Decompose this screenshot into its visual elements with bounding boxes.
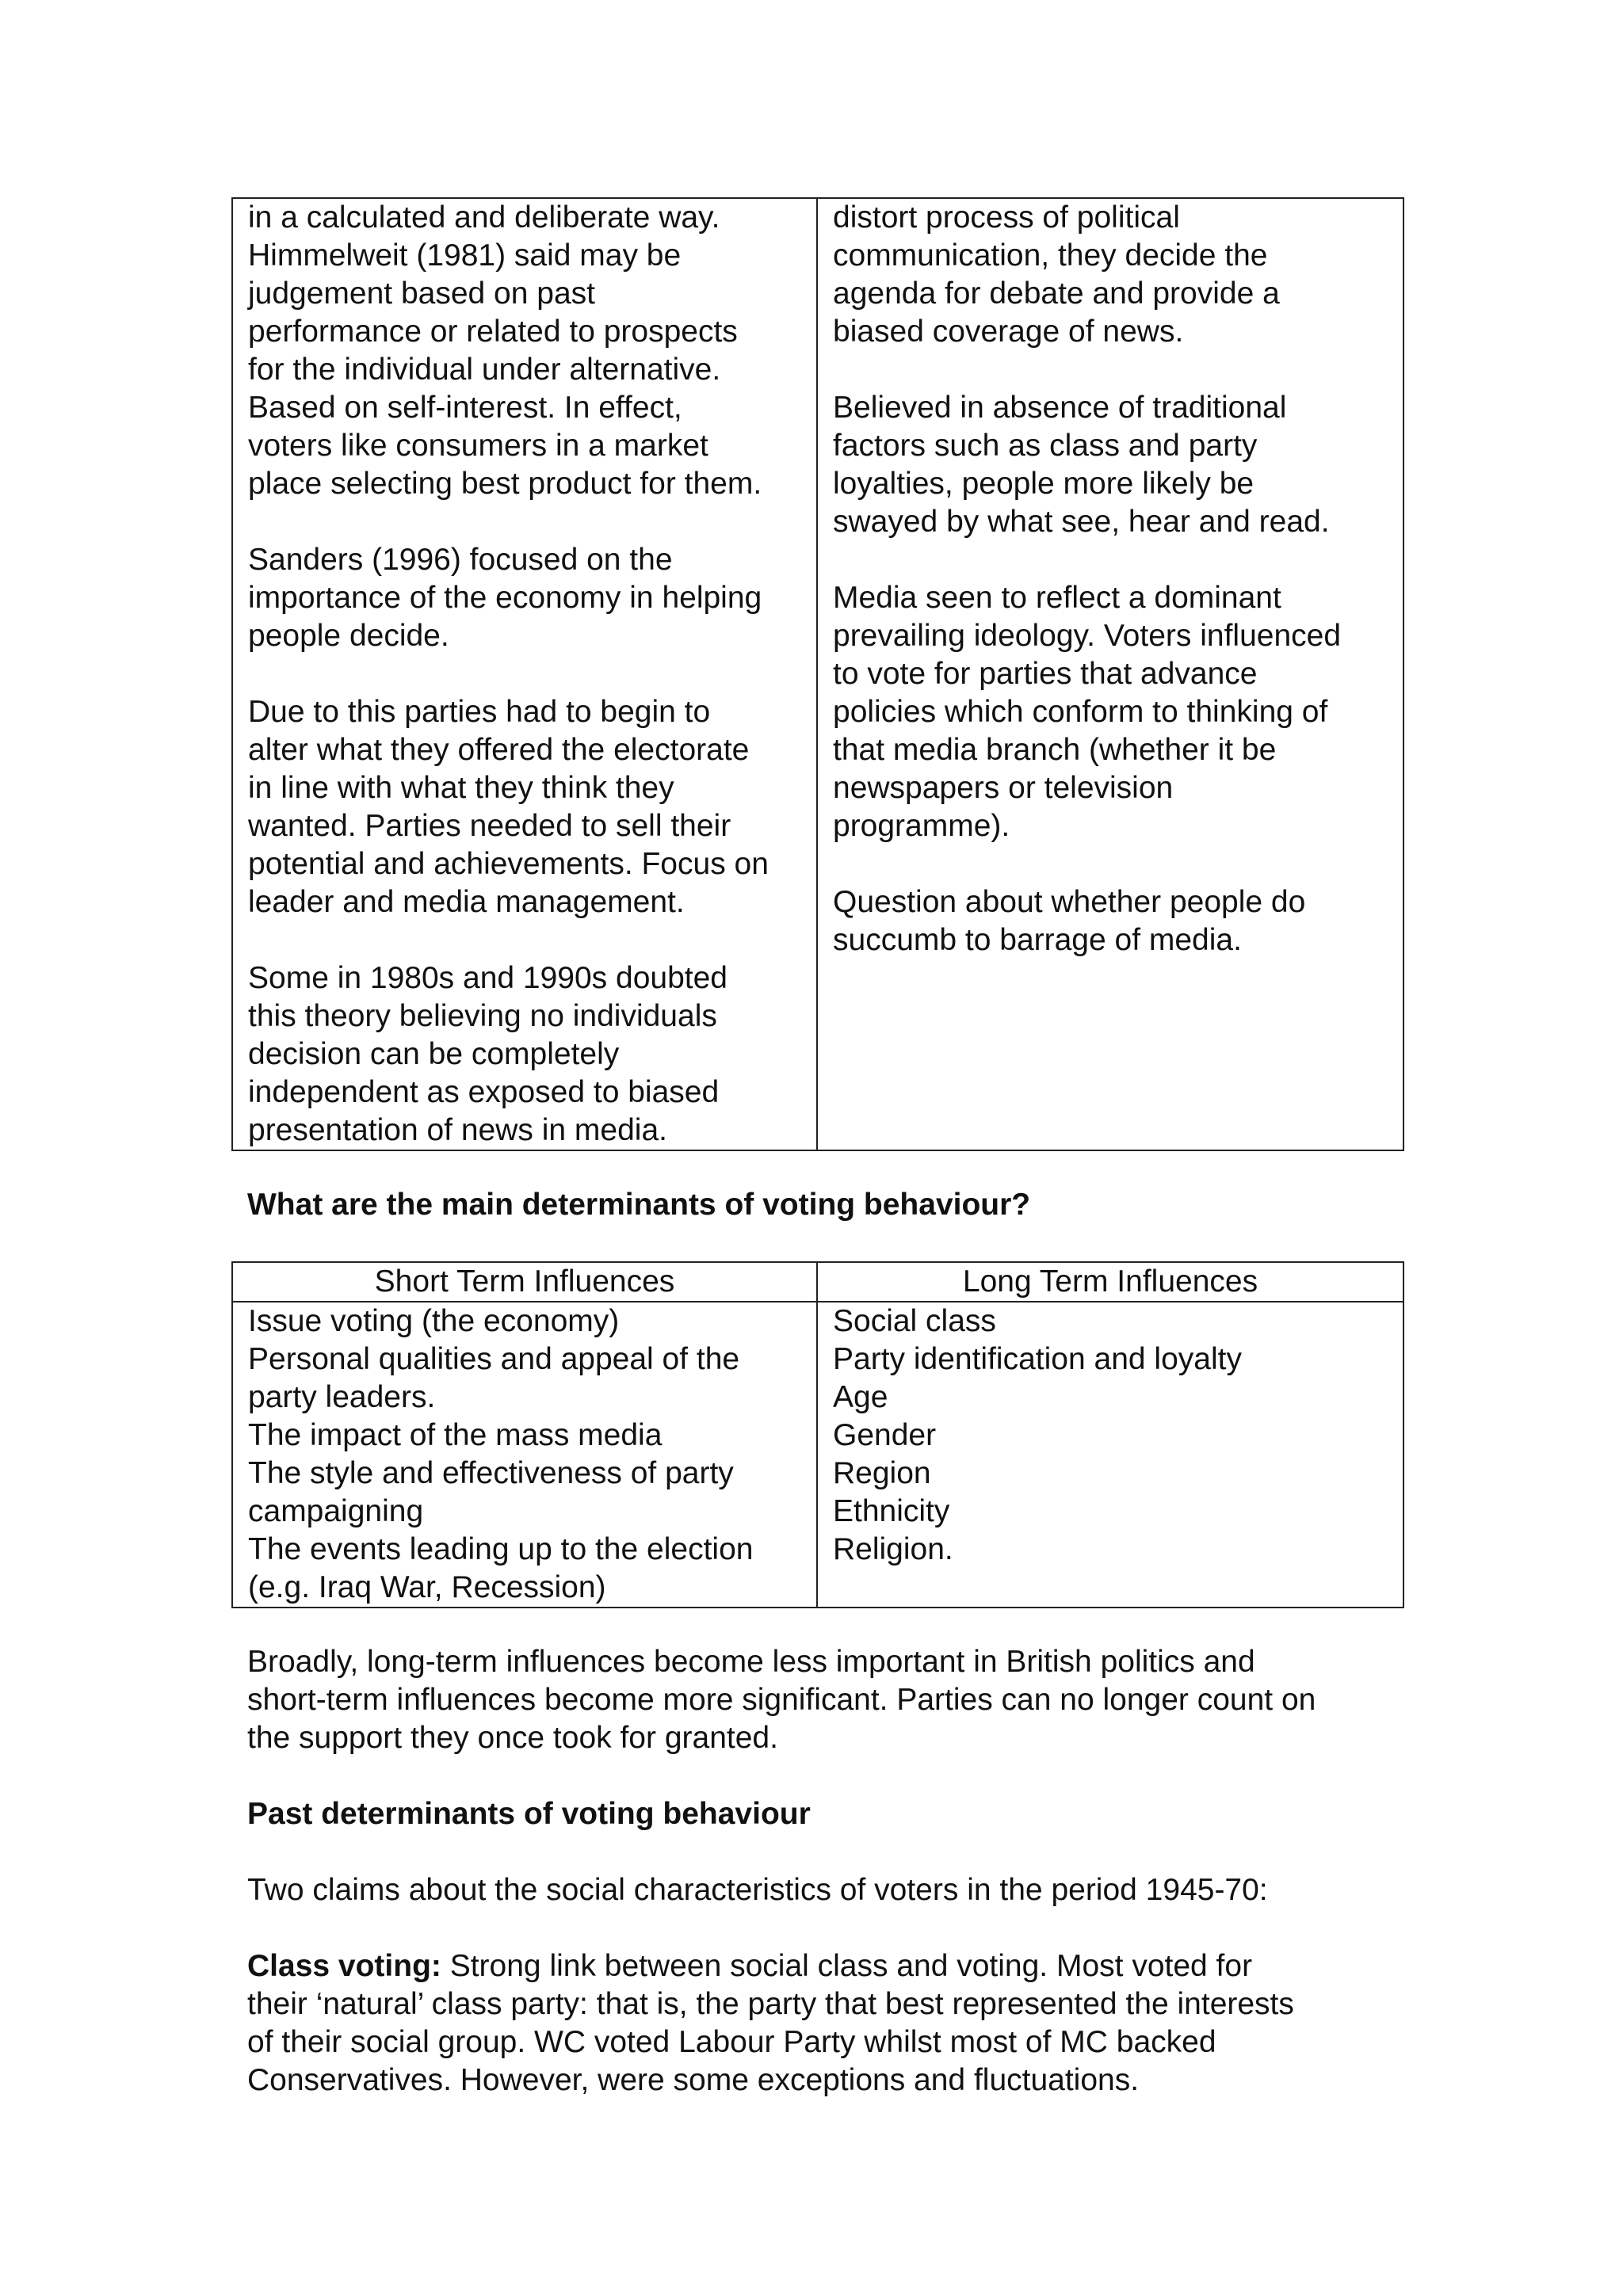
text-line: alter what they offered the electorate <box>248 733 750 767</box>
paragraph-gap <box>248 655 816 693</box>
left-column-text <box>248 199 816 1150</box>
text-line: short-term influences become more significant. Parties can no longer count on <box>247 1683 1316 1717</box>
text-line: potential and achievements. Focus on <box>248 847 769 881</box>
text-line: factors such as class and party <box>833 429 1258 463</box>
text-line: this theory believing no individuals <box>248 999 717 1033</box>
list-item: Gender <box>833 1418 937 1452</box>
text-line: Sanders (1996) focused on the <box>248 543 673 577</box>
text-line: place selecting best product for them. <box>248 467 762 501</box>
influences-table <box>231 1261 1404 1608</box>
text-line: Question about whether people do <box>833 885 1306 919</box>
text-line: people decide. <box>248 619 449 653</box>
long-term-list <box>833 1302 1403 1569</box>
class-voting-lines <box>247 1985 1515 2100</box>
class-voting-label: Class voting: <box>247 1949 441 1983</box>
text-line: prevailing ideology. Voters influenced <box>833 619 1342 653</box>
class-voting-paragraph <box>247 1947 1515 2100</box>
text-line: Himmelweit (1981) said may be <box>248 238 682 273</box>
text-line: Media seen to reflect a dominant <box>833 581 1281 615</box>
text-line: for the individual under alternative. <box>248 353 721 387</box>
paragraph-gap <box>248 921 816 959</box>
list-item: Personal qualities and appeal of the <box>248 1342 740 1376</box>
list-item: Age <box>833 1380 888 1414</box>
class-voting-first-line <box>247 1947 1515 1985</box>
text-line: presentation of news in media. <box>248 1113 667 1147</box>
text-line: agenda for debate and provide a <box>833 277 1280 311</box>
text-line: Conservatives. However, were some exceptions and fluctuations. <box>247 2063 1140 2097</box>
table-row <box>232 198 1403 1150</box>
text-line: to vote for parties that advance <box>833 657 1258 691</box>
two-claims-text: Two claims about the social characteristics of voters in the period 1945-70: <box>247 1873 1268 1907</box>
text-line: performance or related to prospects <box>248 315 738 349</box>
list-item: party leaders. <box>248 1380 436 1414</box>
text-line: Due to this parties had to begin to <box>248 695 711 729</box>
list-item: (e.g. Iraq War, Recession) <box>248 1570 606 1604</box>
text-line: distort process of political <box>833 200 1180 235</box>
paragraph-gap <box>833 845 1403 883</box>
theories-table <box>231 197 1404 1151</box>
text-line: of their social group. WC voted Labour Party whilst most of MC backed <box>247 2025 1216 2059</box>
short-term-cell <box>232 1302 817 1608</box>
text-line: in line with what they think they <box>248 771 674 805</box>
text-line: newspapers or television <box>833 771 1174 805</box>
broadly-paragraph <box>247 1643 1515 1757</box>
text-line: programme). <box>833 809 1010 843</box>
text-line: voters like consumers in a market <box>248 429 708 463</box>
right-cell <box>817 198 1403 1150</box>
text-line: loyalties, people more likely be <box>833 467 1254 501</box>
list-item: Party identification and loyalty <box>833 1342 1242 1376</box>
heading-determinants: What are the main determinants of voting behaviour? <box>247 1188 1031 1222</box>
long-term-cell <box>817 1302 1403 1608</box>
list-item: The events leading up to the election <box>248 1532 754 1566</box>
list-item: Social class <box>833 1304 996 1338</box>
text-line: policies which conform to thinking of <box>833 695 1328 729</box>
list-item: Ethnicity <box>833 1494 950 1528</box>
text-line: independent as exposed to biased <box>248 1075 720 1109</box>
long-term-header: Long Term Influences <box>817 1262 1403 1302</box>
text-line: communication, they decide the <box>833 238 1268 273</box>
text-line: biased coverage of news. <box>833 315 1184 349</box>
text-line: wanted. Parties needed to sell their <box>248 809 731 843</box>
table-header-row <box>232 1262 1403 1302</box>
heading-past-determinants: Past determinants of voting behaviour <box>247 1797 811 1831</box>
text-line: Some in 1980s and 1990s doubted <box>248 961 727 995</box>
text-line: that media branch (whether it be <box>833 733 1277 767</box>
paragraph-gap <box>248 503 816 541</box>
text-line: leader and media management. <box>248 885 685 919</box>
short-term-header: Short Term Influences <box>232 1262 817 1302</box>
text-line: Believed in absence of traditional <box>833 391 1287 425</box>
list-item: Religion. <box>833 1532 953 1566</box>
table-row <box>232 1302 1403 1608</box>
text-line: Based on self-interest. In effect, <box>248 391 682 425</box>
left-cell <box>232 198 817 1150</box>
text-line: the support they once took for granted. <box>247 1721 778 1755</box>
text-line: in a calculated and deliberate way. <box>248 200 720 235</box>
list-item: The style and effectiveness of party <box>248 1456 734 1490</box>
text-line: their ‘natural’ class party: that is, the party that best represented the interests <box>247 1987 1294 2021</box>
paragraph-gap <box>833 541 1403 579</box>
text-line: judgement based on past <box>248 277 595 311</box>
text-line: succumb to barrage of media. <box>833 923 1242 957</box>
class-voting-first-line-rest: Strong link between social class and voting. Most voted for <box>441 1949 1253 1983</box>
list-item: Region <box>833 1456 931 1490</box>
text-line: Broadly, long-term influences become less important in British politics and <box>247 1645 1255 1679</box>
list-item: campaigning <box>248 1494 424 1528</box>
text-line: decision can be completely <box>248 1037 620 1071</box>
list-item: The impact of the mass media <box>248 1418 663 1452</box>
text-line: swayed by what see, hear and read. <box>833 505 1330 539</box>
right-column-text <box>833 199 1403 959</box>
list-item: Issue voting (the economy) <box>248 1304 620 1338</box>
text-line: importance of the economy in helping <box>248 581 762 615</box>
short-term-list <box>248 1302 816 1607</box>
paragraph-gap <box>833 351 1403 389</box>
